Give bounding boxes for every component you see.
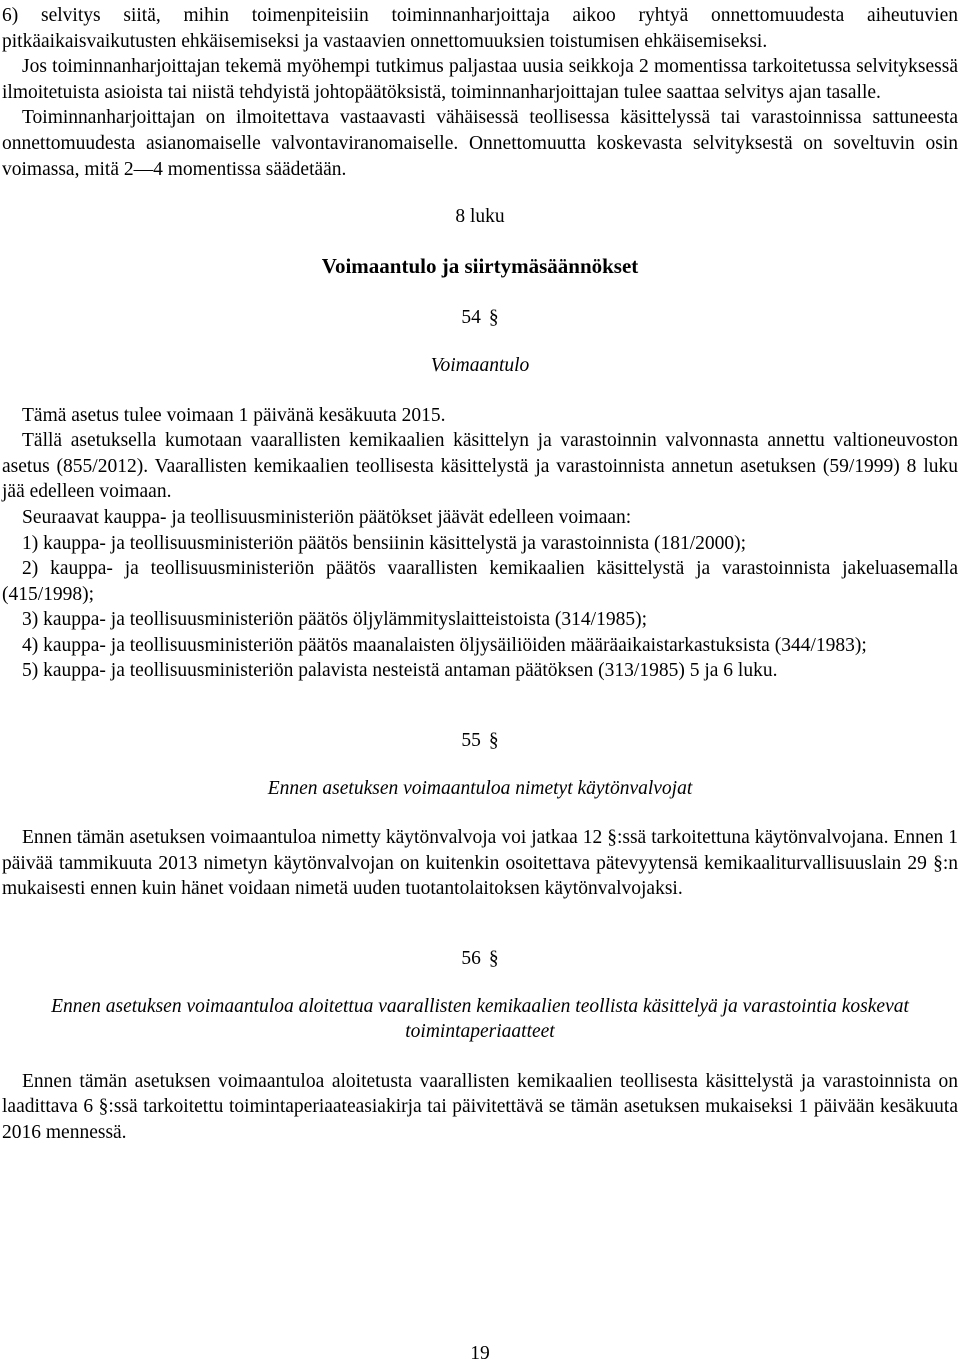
- chapter-number: 8 luku: [455, 206, 505, 228]
- section-55-title: Ennen asetuksen voimaantuloa nimetyt käytönvalvojat: [267, 777, 693, 799]
- paragraph-repeal: Tällä asetuksella kumotaan vaarallisten kemikaalien käsittelyn ja varastoinnin valvonnasta annettu valtioneuvoston asetus (855/2012). Vaarallisten kemikaalien teollisesta käsittelystä ja varastoinnista annetun asetuksen (59/1999) 8 luku jää edelleen voimaan.: [2, 430, 958, 503]
- paragraph-operators-appointed: Ennen tämän asetuksen voimaantuloa nimetty käytönvalvoja voi jatkaa 12 §:ssä tarkoitettuna käytönvalvojana. Ennen 1 päivää tammikuuta 2013 nimetyn käytönvalvojan on kuitenkin osoitettava pätevyytensä kemikaaliturvallisuuslain 29 §:n mukaisesti ennen kuin hänet voidaan nimetä uuden tuotantolaitoksen käytönvalvojaksi.: [2, 827, 958, 900]
- section-54-title: Voimaantulo: [430, 354, 530, 376]
- section-55-heading: [2, 728, 958, 754]
- section-56-title: Ennen asetuksen voimaantuloa aloitettua vaarallisten kemikaalien teollista käsittelyä ja varastointia koskevat toimintaperiaatteet: [51, 995, 909, 1043]
- section-54-heading: [2, 305, 958, 331]
- page-number: 19: [470, 1343, 490, 1364]
- list-item: 4) kauppa- ja teollisuusministeriön päätös maanalaisten öljysäiliöiden määräaikaistarkastuksista (344/1983);: [22, 634, 867, 656]
- list-item: 3) kauppa- ja teollisuusministeriön päätös öljylämmityslaitteistoista (314/1985);: [22, 609, 647, 631]
- section-54-body: [2, 403, 958, 685]
- section-56-number: 56: [461, 948, 481, 970]
- paragraph-policy-document: Ennen tämän asetuksen voimaantuloa aloitetusta vaarallisten kemikaalien teollisesta käsittelystä ja varastoinnista on laadittava 6 §:ssä tarkoitettu toimintaperiaateasiakirja tai päivitettävä se tämän asetuksen mukaiseksi 1 päivään kesäkuuta 2016 mennessä.: [2, 1070, 958, 1143]
- section-55-body: [2, 825, 958, 902]
- paragraph-minor-incident-notice: Toiminnanharjoittajan on ilmoitettava vastaavasti vähäisessä teollisessa käsittelyssä tai varastoinnissa sattuneesta onnettomuudesta asianomaiselle valvontaviranomaiselle. Onnettomuutta koskevasta selvityksestä on soveltuvin osin voimassa, mitä 2—4 momentissa säädetään.: [2, 107, 958, 180]
- section-symbol: §: [488, 307, 499, 329]
- section-symbol: §: [488, 948, 499, 970]
- chapter-title: Voimaantulo ja siirtymäsäännökset: [321, 253, 639, 278]
- section-55-number: 55: [461, 730, 481, 752]
- paragraph-investigation-update: Jos toiminnanharjoittajan tekemä myöhempi tutkimus paljastaa uusia seikkoja 2 momentissa tarkoitetussa selvityksessä ilmoitetuista asioista tai niistä tehdyistä johtopäätöksistä, toiminnanharjoittajan tulee saattaa selvitys ajan tasalle.: [2, 56, 958, 103]
- section-56-body: [2, 1069, 958, 1146]
- list-item: 5) kauppa- ja teollisuusministeriön palavista nesteistä antaman päätöksen (313/1985) 5 ja 6 luku.: [22, 660, 778, 682]
- list-item: 2) kauppa- ja teollisuusministeriön päätös vaarallisten kemikaalien käsittelystä ja varastoinnista jakeluasemalla (415/1998);: [2, 558, 958, 605]
- section-symbol: §: [488, 730, 499, 752]
- list-item: 1) kauppa- ja teollisuusministeriön päätös bensiinin käsittelystä ja varastoinnista (181/2000);: [22, 532, 747, 554]
- section-54-number: 54: [461, 307, 481, 329]
- section-56-heading: [2, 946, 958, 972]
- paragraph-item-6: 6) selvitys siitä, mihin toimenpiteisiin toiminnanharjoittaja aikoo ryhtyä onnettomuudesta aiheutuvien pitkäaikaisvaikutusten ehkäisemiseksi ja vastaavien onnettomuuksien toistumisen ehkäisemiseksi.: [2, 5, 958, 52]
- paragraph-entry-into-force: Tämä asetus tulee voimaan 1 päivänä kesäkuuta 2015.: [22, 404, 446, 426]
- paragraph-decisions-remain: Seuraavat kauppa- ja teollisuusministeriön päätökset jäävät edelleen voimaan:: [22, 506, 632, 528]
